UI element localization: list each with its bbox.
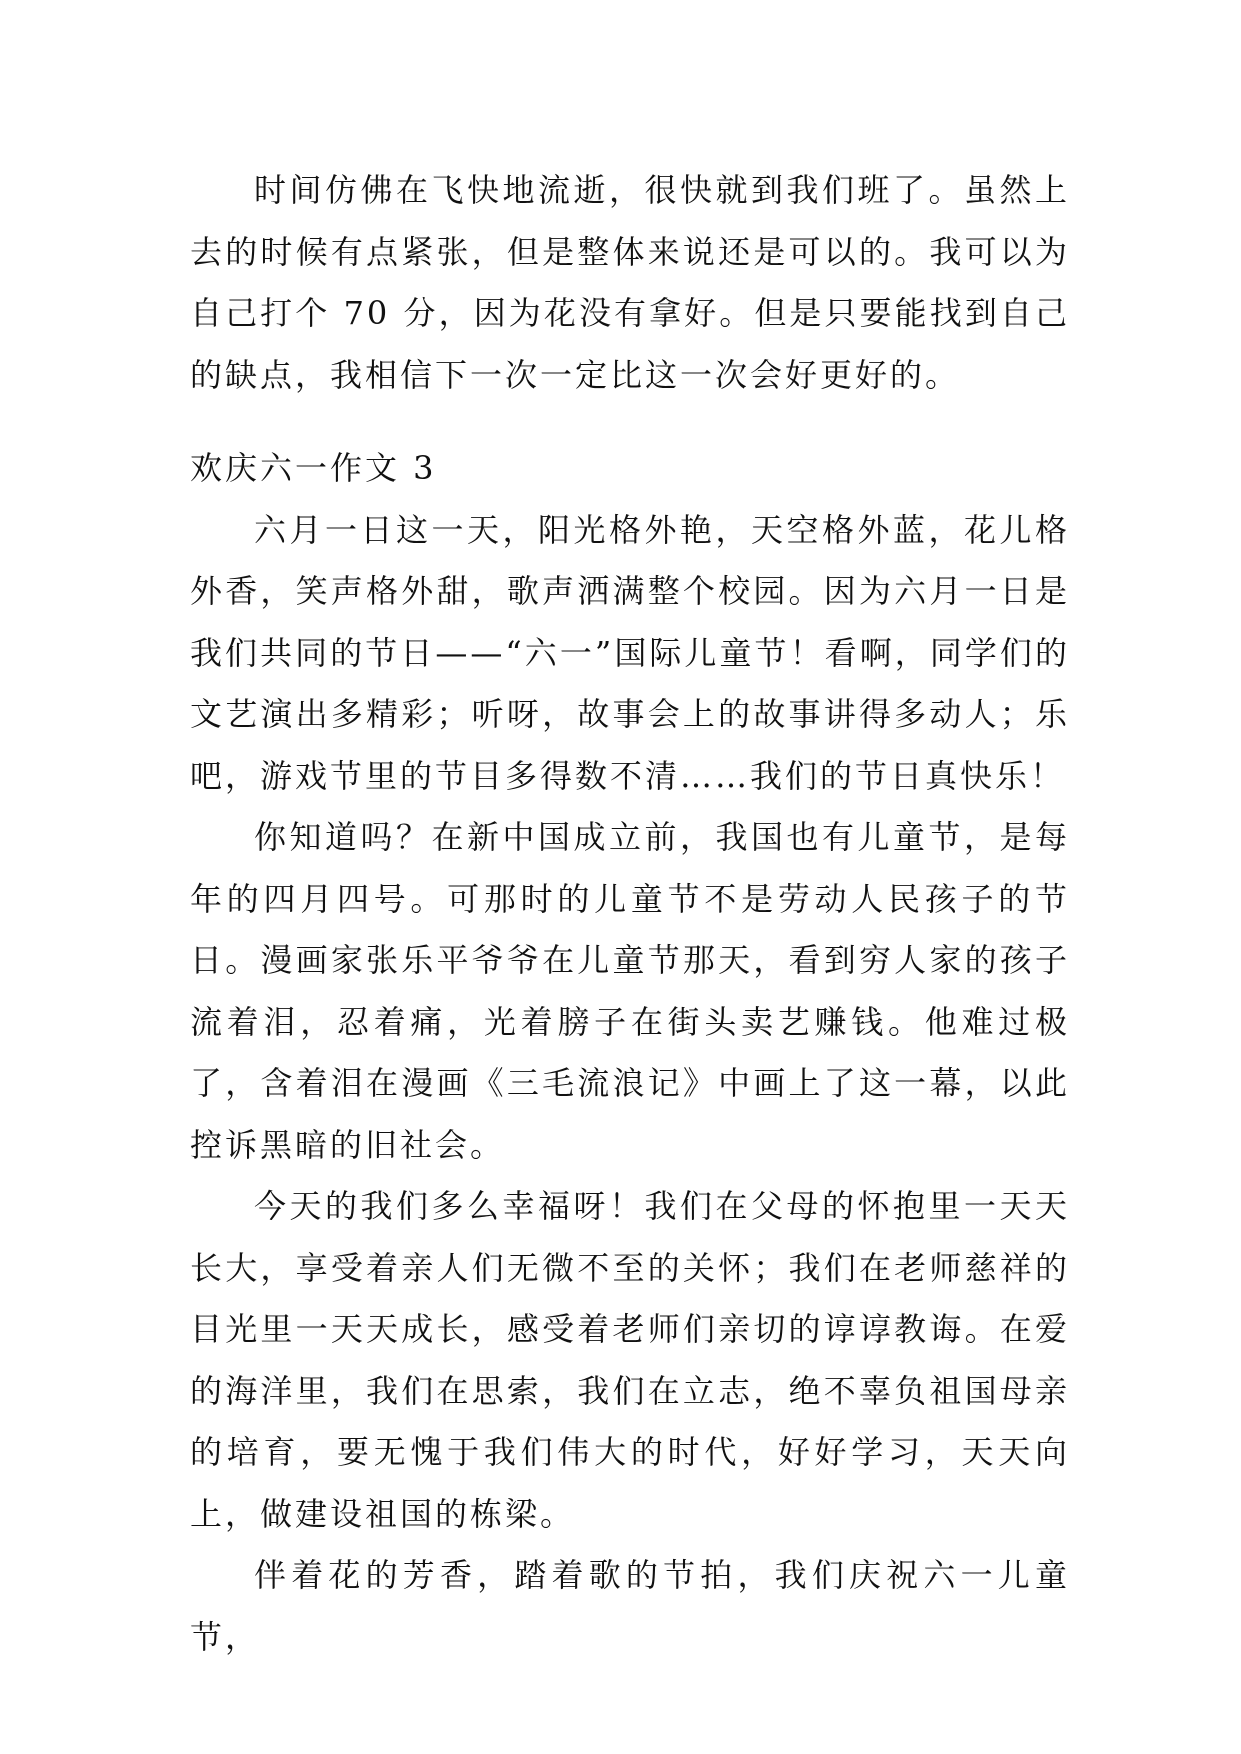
section-title: 欢庆六一作文 3 xyxy=(190,449,437,487)
document-page xyxy=(190,160,1070,1668)
body-paragraph: 六月一日这一天，阳光格外艳，天空格外蓝，花儿格外香，笑声格外甜，歌声洒满整个校园。因为六月一日是我们共同的节日——“六一”国际儿童节！看啊，同学们的文艺演出多精彩；听呀，故事会上的故事讲得多动人；乐吧，游戏节里的节目多得数不清……我们的节日真快乐！ xyxy=(190,510,1070,795)
body-paragraph: 时间仿佛在飞快地流逝，很快就到我们班了。虽然上去的时候有点紧张，但是整体来说还是可以的。我可以为自己打个 70 分，因为花没有拿好。但是只要能找到自己的缺点，我相信下一次一定比这一次会好更好的。 xyxy=(190,171,1070,394)
paragraph-spacer xyxy=(190,406,1070,438)
body-paragraph: 你知道吗？在新中国成立前，我国也有儿童节，是每年的四月四号。可那时的儿童节不是劳动人民孩子的节日。漫画家张乐平爷爷在儿童节那天，看到穷人家的孩子流着泪，忍着痛，光着膀子在街头卖艺赚钱。他难过极了，含着泪在漫画《三毛流浪记》中画上了这一幕，以此控诉黑暗的旧社会。 xyxy=(190,818,1070,1164)
body-paragraph: 伴着花的芳香，踏着歌的节拍，我们庆祝六一儿童节， xyxy=(190,1556,1070,1656)
body-paragraph: 今天的我们多么幸福呀！我们在父母的怀抱里一天天长大，享受着亲人们无微不至的关怀；我们在老师慈祥的目光里一天天成长，感受着老师们亲切的谆谆教诲。在爱的海洋里，我们在思索，我们在立志，绝不辜负祖国母亲的培育，要无愧于我们伟大的时代，好好学习，天天向上，做建设祖国的栋梁。 xyxy=(190,1187,1070,1533)
